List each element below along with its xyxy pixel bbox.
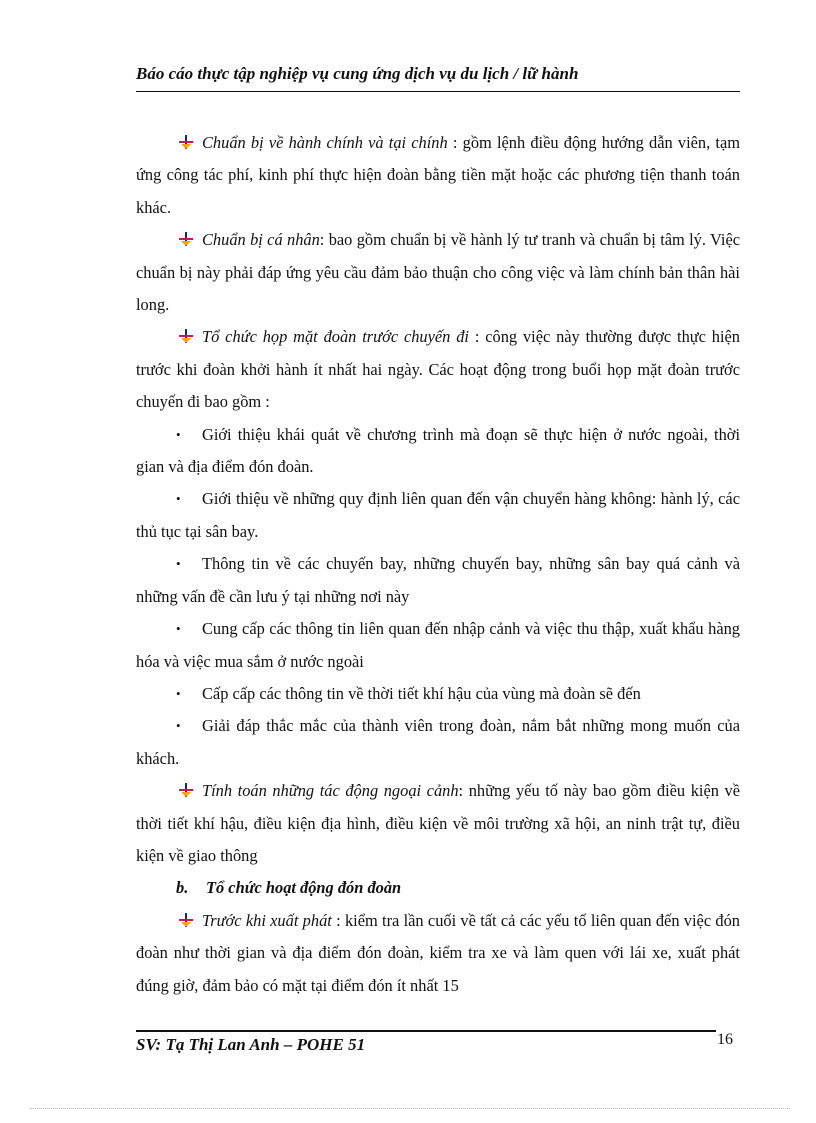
bullet-text: Giới thiệu về những quy định liên quan đến vận chuyển hàng không: hành lý, các thủ tục tại sân bay.: [136, 489, 740, 541]
bullet-item: [136, 678, 740, 710]
page-header-title: Báo cáo thực tập nghiệp vụ cung ứng dịch vụ du lịch / lữ hành: [136, 64, 579, 83]
bullet-symbol: •: [176, 718, 181, 734]
section-letter: b.: [176, 878, 189, 898]
bullet-item: [136, 548, 740, 613]
footer-rule: [136, 1030, 716, 1032]
bullet-symbol: •: [176, 621, 181, 637]
paragraph-text: : công việc này thường được thực hiện trước khi đoàn khởi hành ít nhất hai ngày. Các hoạt động trong buổi họp mặt đoàn trước chuyến đi bao gồm :: [136, 327, 741, 412]
paragraph-external-factors: [136, 775, 740, 872]
paragraph-before-departure: [136, 905, 740, 1002]
section-heading-text: Tổ chức hoạt động đón đoàn: [206, 878, 402, 898]
paragraph-admin-prep: [136, 127, 740, 224]
bullet-text: Giải đáp thắc mắc của thành viên trong đoàn, nắm bắt những mong muốn của khách.: [136, 716, 740, 768]
paragraph-lead: Chuẩn bị cá nhân: [202, 230, 320, 250]
paragraph-group-meeting: [136, 321, 740, 418]
arrow-down-plus-icon: [176, 232, 196, 246]
footer-author: SV: Tạ Thị Lan Anh – POHE 51: [136, 1035, 366, 1054]
paragraph-lead: Tính toán những tác động ngoại cảnh: [202, 781, 459, 801]
bullet-text: Giới thiệu khái quát về chương trình mà đoạn sẽ thực hiện ở nước ngoài, thời gian và địa điểm đón đoàn.: [136, 424, 740, 477]
paragraph-text: : kiểm tra lần cuối về tất cả các yếu tố liên quan đến việc đón đoàn như thời gian và địa điểm đón đoàn, kiểm tra xe và làm quen với lái xe, xuất phát đúng giờ, đảm bảo có mặt tại điểm đón ít nhất 15: [136, 910, 740, 995]
bullet-text: Thông tin về các chuyến bay, những chuyến bay, những sân bay quá cảnh và những vấn đề cần lưu ý tại những nơi này: [136, 554, 740, 606]
bullet-item: [136, 419, 740, 484]
paragraph-lead: Trước khi xuất phát: [202, 910, 332, 930]
paragraph-lead: Tổ chức họp mặt đoàn trước chuyến đi: [202, 327, 469, 347]
paragraph-text: : gồm lệnh điều động hướng dẫn viên, tạm ứng công tác phí, kinh phí thực hiện đoàn bằng tiền mặt hoặc các phương tiện thanh toán khác.: [136, 133, 740, 217]
bullet-symbol: •: [176, 685, 181, 701]
paragraph-lead: Chuẩn bị về hành chính và tại chính: [202, 133, 448, 152]
arrow-down-plus-icon: [176, 329, 196, 343]
bullet-text: Cung cấp các thông tin liên quan đến nhập cảnh và việc thu thập, xuất khẩu hàng hóa và việc mua sắm ở nước ngoài: [136, 619, 740, 671]
paragraph-text: : những yếu tố này bao gồm điều kiện về thời tiết khí hậu, điều kiện địa hình, điều kiện về môi trường xã hội, an ninh trật tự, điều kiện về giao thông: [136, 781, 740, 865]
header-rule: [136, 91, 740, 92]
bullet-item: [136, 483, 740, 548]
arrow-down-plus-icon: [176, 783, 196, 797]
paragraph-text: : bao gồm chuẩn bị về hành lý tư tranh và chuẩn bị tâm lý. Việc chuẩn bị này phải đáp ứng yêu cầu đảm bảo thuận cho công việc và làm chính bản thân hài long.: [136, 230, 740, 315]
page-bottom-divider: [30, 1108, 790, 1109]
arrow-down-plus-icon: [176, 135, 196, 149]
bullet-symbol: •: [176, 426, 181, 442]
bullet-text: Cấp cấp các thông tin về thời tiết khí hậu của vùng mà đoàn sẽ đến: [202, 683, 641, 703]
paragraph-personal-prep: [136, 224, 740, 321]
page-body: [136, 127, 740, 1002]
bullet-item: [136, 710, 740, 775]
arrow-down-plus-icon: [176, 913, 196, 927]
bullet-item: [136, 613, 740, 678]
section-heading-b: [136, 872, 740, 904]
bullet-symbol: •: [176, 556, 181, 572]
page-number: 16: [717, 1031, 733, 1048]
bullet-symbol: •: [176, 491, 181, 507]
